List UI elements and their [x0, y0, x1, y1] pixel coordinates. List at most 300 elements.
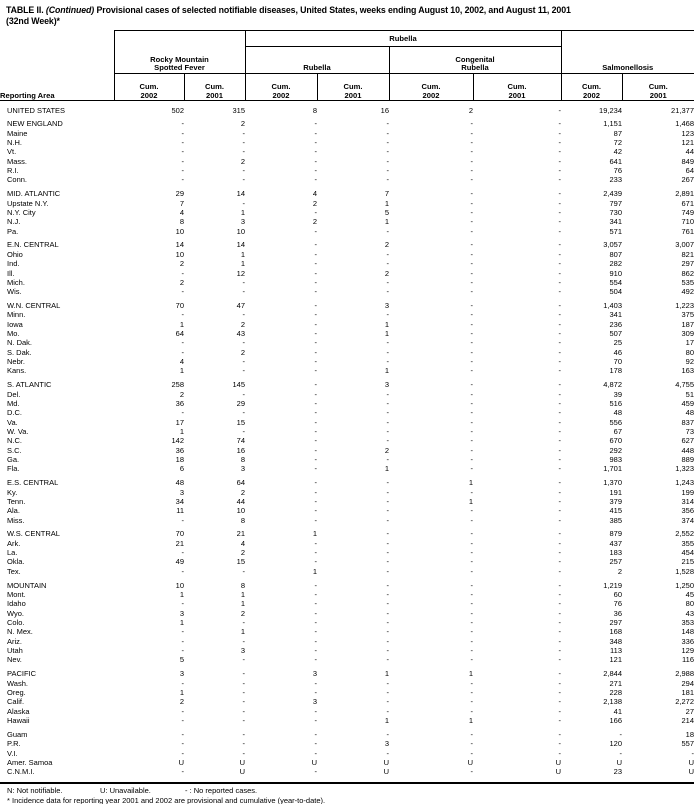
- value-cell: 16: [236, 445, 245, 455]
- value-cell: -: [314, 408, 317, 418]
- value-cell: -: [558, 436, 561, 446]
- value-cell: -: [470, 249, 473, 259]
- value-cell: 4,755: [675, 380, 694, 390]
- value-cell: 355: [681, 538, 694, 548]
- value-cell: 415: [609, 506, 622, 516]
- value-cell: -: [181, 515, 184, 525]
- value-cell: -: [242, 427, 245, 436]
- value-cell: -: [558, 678, 561, 688]
- value-cell: 2: [240, 487, 245, 497]
- value-cell: 761: [681, 226, 694, 236]
- value-cell: -: [470, 557, 473, 567]
- value-cell: -: [470, 627, 473, 637]
- value-cell: 2: [468, 105, 473, 115]
- value-cell: -: [181, 739, 184, 749]
- table-row: [0, 101, 694, 115]
- value-cell: -: [691, 748, 694, 758]
- value-cell: -: [314, 156, 317, 166]
- value-cell: 14: [236, 189, 245, 199]
- value-cell: 294: [681, 678, 694, 688]
- value-cell: 2,988: [675, 669, 694, 679]
- value-cell: 1,219: [603, 580, 622, 590]
- value-cell: 910: [609, 268, 622, 278]
- reporting-area-cell: V.I.: [7, 748, 18, 758]
- value-cell: -: [558, 697, 561, 707]
- value-cell: 1: [240, 207, 245, 217]
- table-row: [0, 548, 694, 557]
- value-cell: 1: [240, 249, 245, 259]
- value-cell: -: [558, 506, 561, 516]
- value-cell: 41: [613, 706, 622, 716]
- value-cell: -: [470, 408, 473, 418]
- value-cell: 1: [384, 464, 389, 474]
- reporting-area-cell: Nev.: [7, 655, 22, 665]
- value-cell: 1: [384, 319, 389, 329]
- value-cell: -: [181, 706, 184, 716]
- table-row: [0, 436, 694, 445]
- value-cell: -: [470, 156, 473, 166]
- value-cell: 60: [613, 590, 622, 599]
- value-cell: -: [181, 138, 184, 148]
- value-cell: 3: [240, 464, 245, 474]
- value-cell: -: [470, 389, 473, 399]
- value-cell: 297: [681, 259, 694, 269]
- value-cell: 36: [613, 608, 622, 618]
- value-cell: -: [386, 166, 389, 176]
- value-cell: -: [558, 268, 561, 278]
- value-cell: 116: [682, 655, 694, 665]
- table-row: [0, 175, 694, 184]
- col-group-rubella: Rubella: [245, 47, 389, 74]
- value-cell: 76: [613, 599, 622, 609]
- footnote-unavailable: U: Unavailable.: [100, 786, 151, 796]
- value-cell: 3: [384, 380, 389, 390]
- value-cell: -: [470, 436, 473, 446]
- value-cell: 3,057: [603, 240, 622, 250]
- value-cell: -: [558, 240, 561, 250]
- value-cell: 1: [384, 329, 389, 339]
- reporting-area-cell: Ky.: [7, 487, 18, 497]
- reporting-area-cell: Calif.: [7, 697, 25, 707]
- reporting-area-cell: Ohio: [7, 249, 23, 259]
- value-cell: -: [314, 599, 317, 609]
- value-cell: 10: [175, 226, 184, 236]
- value-cell: 18: [685, 729, 694, 739]
- value-cell: -: [386, 627, 389, 637]
- value-cell: 1,403: [603, 301, 622, 311]
- col-header-congenital-cum-2001: Cum. 2001: [473, 74, 561, 101]
- value-cell: -: [386, 478, 389, 488]
- value-cell: -: [470, 515, 473, 525]
- value-cell: 292: [609, 445, 622, 455]
- value-cell: 309: [681, 329, 694, 339]
- notifiable-diseases-table: [0, 30, 694, 777]
- value-cell: -: [470, 618, 473, 628]
- value-cell: -: [470, 119, 473, 129]
- value-cell: 1,528: [675, 566, 694, 576]
- value-cell: -: [470, 455, 473, 465]
- value-cell: 1,701: [603, 464, 622, 474]
- value-cell: 3: [384, 739, 389, 749]
- value-cell: 10: [236, 226, 245, 236]
- value-cell: 18: [175, 455, 184, 465]
- value-cell: -: [470, 580, 473, 590]
- value-cell: -: [314, 646, 317, 656]
- value-cell: 502: [171, 105, 184, 115]
- value-cell: -: [314, 506, 317, 516]
- value-cell: 23: [613, 767, 622, 777]
- header-blank-cell: [561, 31, 694, 47]
- value-cell: -: [314, 436, 317, 446]
- reporting-area-cell: D.C.: [7, 408, 22, 418]
- value-cell: 4: [179, 357, 184, 367]
- value-cell: -: [314, 398, 317, 408]
- value-cell: 74: [236, 436, 245, 446]
- table-row: [0, 348, 694, 357]
- value-cell: -: [314, 301, 317, 311]
- value-cell: -: [470, 767, 473, 777]
- value-cell: -: [558, 249, 561, 259]
- value-cell: -: [181, 636, 184, 646]
- value-cell: -: [558, 538, 561, 548]
- table-row: [0, 618, 694, 627]
- value-cell: 16: [380, 105, 389, 115]
- value-cell: -: [181, 599, 184, 609]
- value-cell: -: [470, 226, 473, 236]
- value-cell: -: [314, 715, 317, 725]
- value-cell: 39: [613, 389, 622, 399]
- value-cell: -: [558, 175, 561, 185]
- value-cell: -: [181, 147, 184, 157]
- value-cell: -: [386, 249, 389, 259]
- value-cell: -: [181, 408, 184, 418]
- value-cell: -: [314, 175, 317, 185]
- value-cell: 710: [681, 217, 694, 227]
- value-cell: -: [242, 198, 245, 208]
- value-cell: -: [386, 729, 389, 739]
- value-cell: -: [558, 427, 561, 436]
- table-row: [0, 758, 694, 767]
- value-cell: -: [314, 478, 317, 488]
- value-cell: -: [386, 580, 389, 590]
- value-cell: -: [558, 464, 561, 474]
- value-cell: 557: [681, 739, 694, 749]
- reporting-area-cell: Mo.: [7, 329, 20, 339]
- value-cell: -: [470, 347, 473, 357]
- value-cell: 29: [236, 398, 245, 408]
- value-cell: 504: [609, 287, 622, 297]
- value-cell: 1,370: [603, 478, 622, 488]
- reporting-area-cell: Oreg.: [7, 687, 26, 697]
- reporting-area-cell: Okla.: [7, 557, 25, 567]
- value-cell: 341: [609, 310, 622, 320]
- table-row: [0, 516, 694, 525]
- value-cell: 2: [384, 268, 389, 278]
- value-cell: -: [314, 487, 317, 497]
- value-cell: -: [242, 277, 245, 287]
- header-blank-cell: [0, 31, 114, 47]
- value-cell: -: [558, 301, 561, 311]
- value-cell: 36: [175, 398, 184, 408]
- reporting-area-cell: UNITED STATES: [7, 105, 66, 115]
- value-cell: 8: [240, 515, 245, 525]
- reporting-area-cell: Tenn.: [7, 496, 26, 506]
- value-cell: -: [619, 729, 622, 739]
- table-row: [0, 655, 694, 664]
- value-cell: -: [558, 636, 561, 646]
- table-row: [0, 418, 694, 427]
- rubella-super-header: Rubella: [245, 31, 561, 47]
- value-cell: 1: [468, 669, 473, 679]
- reporting-area-cell: Nebr.: [7, 357, 25, 367]
- table-row: [0, 297, 694, 311]
- value-cell: -: [314, 338, 317, 348]
- reporting-area-cell: E.N. CENTRAL: [7, 240, 59, 250]
- value-cell: 64: [175, 329, 184, 339]
- value-cell: -: [386, 287, 389, 297]
- table-row: [0, 497, 694, 506]
- value-cell: 556: [609, 417, 622, 427]
- value-cell: -: [470, 529, 473, 539]
- reporting-area-cell: La.: [7, 548, 18, 558]
- value-cell: 6: [179, 464, 184, 474]
- table-row: [0, 590, 694, 599]
- value-cell: 2,272: [675, 697, 694, 707]
- value-cell: -: [470, 706, 473, 716]
- value-cell: U: [383, 767, 389, 777]
- table-row: [0, 157, 694, 166]
- value-cell: -: [314, 389, 317, 399]
- value-cell: -: [181, 678, 184, 688]
- value-cell: -: [314, 128, 317, 138]
- value-cell: 121: [609, 655, 622, 665]
- value-cell: -: [558, 608, 561, 618]
- value-cell: -: [242, 566, 245, 576]
- value-cell: -: [470, 538, 473, 548]
- reporting-area-cell: Ariz.: [7, 636, 22, 646]
- value-cell: 271: [609, 678, 622, 688]
- value-cell: 5: [384, 207, 389, 217]
- value-cell: -: [242, 678, 245, 688]
- value-cell: -: [181, 548, 184, 558]
- value-cell: 215: [681, 557, 694, 567]
- value-cell: 3: [384, 301, 389, 311]
- value-cell: 2: [179, 277, 184, 287]
- value-cell: 3: [179, 669, 184, 679]
- value-cell: -: [558, 366, 561, 376]
- value-cell: 183: [609, 548, 622, 558]
- value-cell: 375: [681, 310, 694, 320]
- value-cell: -: [386, 538, 389, 548]
- value-cell: -: [470, 636, 473, 646]
- value-cell: 48: [613, 408, 622, 418]
- value-cell: 2: [240, 119, 245, 129]
- value-cell: -: [314, 464, 317, 474]
- reporting-area-cell: Upstate N.Y.: [7, 198, 49, 208]
- value-cell: -: [558, 599, 561, 609]
- value-cell: 187: [681, 319, 694, 329]
- value-cell: -: [558, 259, 561, 269]
- value-cell: -: [470, 417, 473, 427]
- value-cell: 10: [236, 506, 245, 516]
- value-cell: -: [558, 357, 561, 367]
- value-cell: 1: [312, 566, 317, 576]
- value-cell: -: [181, 166, 184, 176]
- value-cell: -: [181, 767, 184, 777]
- table-row: [0, 525, 694, 539]
- value-cell: -: [386, 226, 389, 236]
- value-cell: -: [314, 580, 317, 590]
- value-cell: 353: [681, 618, 694, 628]
- value-cell: 214: [681, 715, 694, 725]
- value-cell: 671: [681, 198, 694, 208]
- reporting-area-cell: N. Dak.: [7, 338, 33, 348]
- value-cell: 45: [685, 590, 694, 599]
- table-row: [0, 166, 694, 175]
- value-cell: 2: [384, 240, 389, 250]
- value-cell: 236: [609, 319, 622, 329]
- value-cell: -: [181, 338, 184, 348]
- value-cell: 2: [240, 608, 245, 618]
- value-cell: -: [314, 445, 317, 455]
- value-cell: -: [314, 515, 317, 525]
- value-cell: -: [386, 259, 389, 269]
- table-row: [0, 767, 694, 776]
- value-cell: 15: [236, 557, 245, 567]
- value-cell: -: [386, 618, 389, 628]
- reporting-area-cell: W. Va.: [7, 427, 29, 436]
- value-cell: 3: [179, 608, 184, 618]
- value-cell: 257: [609, 557, 622, 567]
- value-cell: -: [314, 268, 317, 278]
- value-cell: 341: [609, 217, 622, 227]
- value-cell: -: [558, 105, 561, 115]
- table-row: [0, 576, 694, 590]
- table-title: [0, 5, 694, 27]
- value-cell: 14: [236, 240, 245, 250]
- table-row: [0, 688, 694, 697]
- value-cell: 46: [613, 347, 622, 357]
- value-cell: 2,138: [603, 697, 622, 707]
- value-cell: -: [558, 417, 561, 427]
- value-cell: -: [314, 455, 317, 465]
- value-cell: -: [242, 715, 245, 725]
- value-cell: -: [558, 455, 561, 465]
- value-cell: -: [314, 729, 317, 739]
- value-cell: -: [558, 217, 561, 227]
- value-cell: U: [178, 757, 184, 767]
- header-cum-row: [0, 74, 694, 101]
- reporting-area-cell: Vt.: [7, 147, 17, 157]
- table-row: [0, 665, 694, 679]
- value-cell: -: [314, 357, 317, 367]
- value-cell: -: [242, 687, 245, 697]
- value-cell: -: [558, 380, 561, 390]
- value-cell: -: [242, 706, 245, 716]
- value-cell: -: [314, 259, 317, 269]
- value-cell: 862: [681, 268, 694, 278]
- reporting-area-cell: Idaho: [7, 599, 26, 609]
- value-cell: -: [314, 767, 317, 777]
- value-cell: 1,250: [675, 580, 694, 590]
- value-cell: -: [386, 608, 389, 618]
- value-cell: 837: [681, 417, 694, 427]
- value-cell: 76: [613, 166, 622, 176]
- value-cell: -: [386, 487, 389, 497]
- value-cell: -: [242, 697, 245, 707]
- value-cell: 49: [175, 557, 184, 567]
- value-cell: -: [242, 729, 245, 739]
- table-row: [0, 488, 694, 497]
- reporting-area-cell: Hawaii: [7, 715, 30, 725]
- reporting-area-cell: Miss.: [7, 515, 25, 525]
- reporting-area-cell: Mont.: [7, 590, 26, 599]
- value-cell: -: [470, 166, 473, 176]
- header-group-row: [0, 47, 694, 74]
- value-cell: -: [242, 408, 245, 418]
- reporting-area-cell: R.I.: [7, 166, 19, 176]
- value-cell: -: [470, 217, 473, 227]
- value-cell: U: [383, 757, 389, 767]
- value-cell: 73: [685, 427, 694, 436]
- reporting-area-cell: Ark.: [7, 538, 21, 548]
- table-row: [0, 329, 694, 338]
- value-cell: -: [314, 687, 317, 697]
- value-cell: 8: [240, 580, 245, 590]
- col-header-rmsf-cum-2001: Cum. 2001: [184, 74, 245, 101]
- value-cell: -: [558, 748, 561, 758]
- value-cell: -: [470, 128, 473, 138]
- value-cell: 178: [609, 366, 622, 376]
- value-cell: -: [470, 380, 473, 390]
- table-row: [0, 269, 694, 278]
- value-cell: -: [386, 496, 389, 506]
- value-cell: -: [619, 748, 622, 758]
- reporting-area-cell: N. Mex.: [7, 627, 33, 637]
- value-cell: -: [314, 655, 317, 665]
- value-cell: -: [181, 119, 184, 129]
- value-cell: -: [242, 669, 245, 679]
- value-cell: -: [558, 408, 561, 418]
- value-cell: -: [242, 338, 245, 348]
- value-cell: -: [386, 436, 389, 446]
- value-cell: -: [314, 310, 317, 320]
- value-cell: -: [386, 687, 389, 697]
- value-cell: 627: [681, 436, 694, 446]
- value-cell: -: [558, 198, 561, 208]
- value-cell: -: [558, 445, 561, 455]
- table-row: [0, 278, 694, 287]
- value-cell: 10: [175, 249, 184, 259]
- value-cell: -: [470, 590, 473, 599]
- value-cell: 297: [609, 618, 622, 628]
- reporting-area-cell: Tex.: [7, 566, 21, 576]
- value-cell: 348: [609, 636, 622, 646]
- value-cell: -: [386, 697, 389, 707]
- value-cell: -: [470, 445, 473, 455]
- value-cell: -: [470, 748, 473, 758]
- value-cell: -: [181, 627, 184, 637]
- value-cell: -: [470, 739, 473, 749]
- table-row: [0, 390, 694, 399]
- col-header-congenital-cum-2002: Cum. 2002: [389, 74, 473, 101]
- table-row: [0, 749, 694, 758]
- reporting-area-cell: W.N. CENTRAL: [7, 301, 61, 311]
- value-cell: -: [314, 138, 317, 148]
- col-header-rubella-cum-2001: Cum. 2001: [317, 74, 389, 101]
- value-cell: 3: [179, 487, 184, 497]
- value-cell: -: [470, 566, 473, 576]
